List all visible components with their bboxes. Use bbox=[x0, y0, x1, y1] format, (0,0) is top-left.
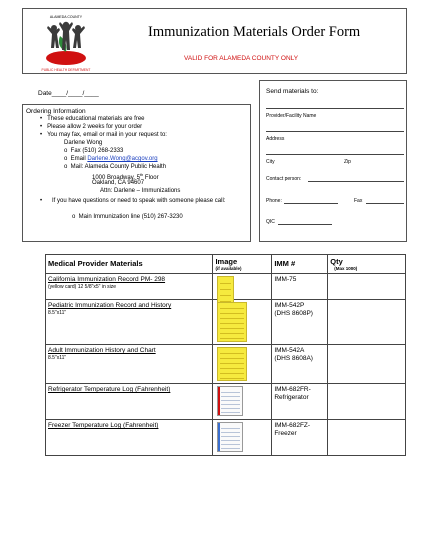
imm-number: IMM-75 bbox=[274, 276, 297, 283]
logo-figures-icon bbox=[38, 18, 94, 68]
department-logo bbox=[38, 14, 94, 72]
table-row: Adult Immunization History and Chart 8.5"x11" IMM-542A (DHS 8608A) bbox=[46, 345, 406, 384]
qty-cell[interactable] bbox=[328, 420, 406, 456]
city-label: City bbox=[266, 159, 275, 165]
material-name[interactable]: Adult Immunization History and Chart bbox=[48, 347, 156, 354]
material-size: 8.5"x11" bbox=[48, 355, 67, 361]
imm-number: IMM-542P bbox=[274, 302, 305, 309]
materials-table bbox=[45, 254, 406, 456]
logo-top-text: ALAMEDA COUNTY bbox=[49, 15, 83, 19]
table-header-row bbox=[46, 255, 406, 274]
contact-name: Darlene Wong bbox=[64, 140, 103, 146]
table-row: Pediatric Immunization Record and History 8.5"x11" IMM-542P (DHS 8608P) bbox=[46, 300, 406, 345]
table-row: Freezer Temperature Log (Fahrenheit) IMM-682FZ- Freezer bbox=[46, 420, 406, 456]
contact-person-label: Contact person: bbox=[266, 176, 302, 182]
address-street: 1000 Broadway, 5th Floor bbox=[92, 172, 159, 181]
imm-number: IMM-542A bbox=[274, 347, 305, 354]
phone-line[interactable] bbox=[284, 203, 338, 204]
bullet-free: • These educational materials are free bbox=[40, 116, 145, 122]
bullet-two-weeks: • Please allow 2 weeks for your order bbox=[40, 124, 143, 130]
city-line[interactable] bbox=[266, 154, 404, 155]
main-phone: o Main Immunization line (510) 267-3230 bbox=[72, 214, 183, 220]
material-size: (yellow card) 12 5/8"x5" in size bbox=[48, 284, 117, 290]
log-sheet-thumbnail bbox=[217, 386, 243, 416]
phone-label: Phone: bbox=[266, 198, 282, 204]
zip-label: Zip bbox=[344, 159, 351, 165]
contact-mail: o Mail: Alameda County Public Health bbox=[64, 164, 167, 170]
qic-label: QIC bbox=[266, 219, 275, 225]
bullet-request: • You may fax, email or mail in your request to: bbox=[40, 132, 167, 138]
material-size: 8.5"x11" bbox=[48, 310, 67, 316]
form-title: Immunization Materials Order Form bbox=[148, 24, 361, 40]
header-imm: IMM # bbox=[272, 255, 328, 274]
header-materials: Medical Provider Materials bbox=[46, 255, 213, 274]
material-name[interactable]: California Immunization Record PM- 298 bbox=[48, 276, 166, 283]
fax-line[interactable] bbox=[366, 203, 404, 204]
qic-line[interactable] bbox=[278, 224, 332, 225]
qty-cell[interactable] bbox=[328, 274, 406, 300]
header-qty: Qty (Max 1000) bbox=[328, 255, 406, 274]
contact-email: o Email Darlene.Wong@acgov.org bbox=[64, 156, 158, 162]
send-materials-box bbox=[259, 80, 407, 242]
address-city: Oakland, CA 94607 bbox=[92, 180, 145, 186]
imm-number: IMM-682FZ- bbox=[274, 422, 311, 429]
provider-line[interactable] bbox=[266, 108, 404, 109]
qty-cell[interactable] bbox=[328, 384, 406, 420]
ordering-heading: Ordering Information bbox=[26, 108, 86, 115]
yellow-form-thumbnail bbox=[217, 347, 247, 381]
address-attn: Attn: Darlene – Immunizations bbox=[100, 188, 181, 194]
fax-label: Fax bbox=[354, 198, 363, 204]
contact-fax: o Fax (510) 268-2333 bbox=[64, 148, 124, 154]
email-link[interactable]: Darlene.Wong@acgov.org bbox=[87, 156, 158, 162]
material-name[interactable]: Refrigerator Temperature Log (Fahrenheit) bbox=[48, 386, 171, 393]
header-image: Image (if available) bbox=[213, 255, 272, 274]
table-row bbox=[46, 274, 406, 300]
send-heading: Send materials to: bbox=[266, 88, 319, 95]
qty-cell[interactable] bbox=[328, 345, 406, 384]
bullet-questions: • If you have questions or need to speak with someone please call: bbox=[40, 198, 226, 204]
provider-label: Provider/Facility Name bbox=[266, 113, 317, 119]
imm-number: IMM-682FR- bbox=[274, 386, 311, 393]
yellow-form-thumbnail bbox=[217, 302, 247, 342]
date-field[interactable]: Date____/____/____ bbox=[38, 90, 99, 97]
table-row: Refrigerator Temperature Log (Fahrenheit) IMM-682FR- Refrigerator bbox=[46, 384, 406, 420]
qty-cell[interactable] bbox=[328, 300, 406, 345]
logo-bottom-text: PUBLIC HEALTH DEPARTMENT bbox=[41, 68, 91, 72]
valid-note: VALID FOR ALAMEDA COUNTY ONLY bbox=[184, 55, 299, 62]
address-line[interactable] bbox=[266, 131, 404, 132]
material-name[interactable]: Pediatric Immunization Record and History bbox=[48, 302, 172, 309]
contact-person-line[interactable] bbox=[308, 181, 404, 182]
material-name[interactable]: Freezer Temperature Log (Fahrenheit) bbox=[48, 422, 159, 429]
address-label: Address bbox=[266, 136, 285, 142]
log-sheet-thumbnail bbox=[217, 422, 243, 452]
